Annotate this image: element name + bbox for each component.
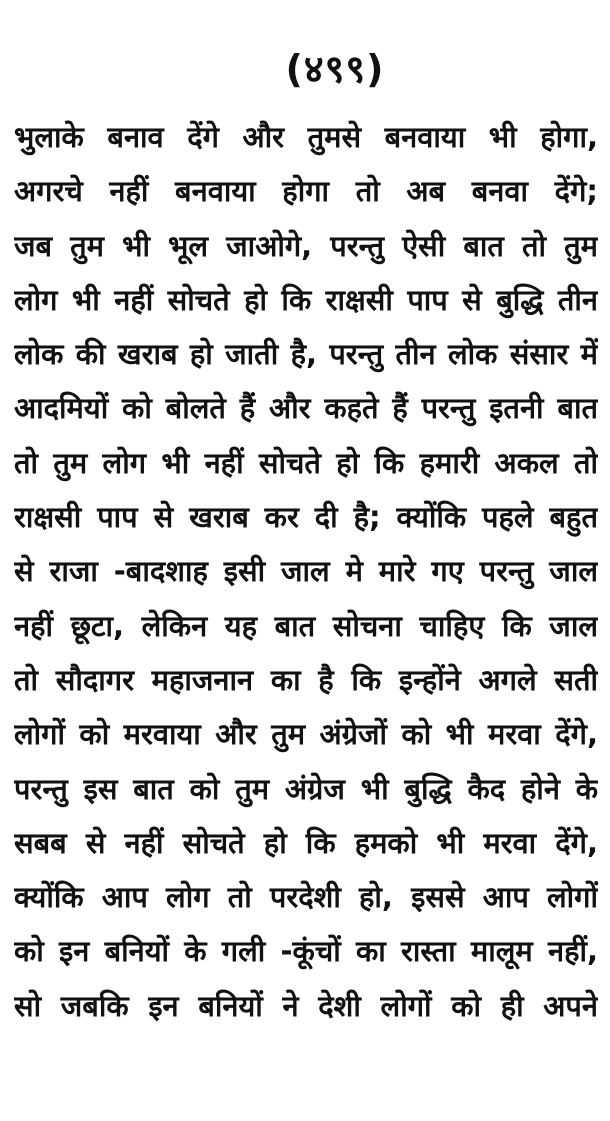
text-line: तो सौदागर महाजनान का है कि इन्होंने अगले सती [14, 662, 598, 697]
text-line: लोक की खराब हो जाती है, परन्तु तीन लोक संसार में [14, 337, 598, 372]
text-line: नहीं छूटा, लेकिन यह बात सोचना चाहिए कि जाल [14, 608, 598, 643]
page-number: (४९९) [285, 47, 385, 91]
text-line: परन्तु इस बात को तुम अंग्रेज भी बुद्धि कैद होने के [14, 771, 598, 806]
text-line: लोगों को मरवाया और तुम अंग्रेजों को भी मरवा देंगे, [14, 717, 598, 752]
text-line: सो जबकि इन बनियों ने देशी लोगों को ही अपने [14, 988, 598, 1023]
text-line: लोग भी नहीं सोचते हो कि राक्षसी पाप से बुद्धि तीन [14, 282, 598, 317]
text-line: जब तुम भी भूल जाओगे, परन्तु ऐसी बात तो तुम [14, 228, 598, 263]
text-line: आदमियों को बोलते हैं और कहते हैं परन्तु इतनी बात [14, 391, 598, 426]
body-text [14, 110, 598, 1033]
text-line: तो तुम लोग भी नहीं सोचते हो कि हमारी अकल तो [14, 445, 598, 480]
text-line: राक्षसी पाप से खराब कर दी है; क्योंकि पहले बहुत [14, 500, 598, 535]
text-line: क्योंकि आप लोग तो परदेशी हो, इससे आप लोगों [14, 880, 598, 915]
text-line: सबब से नहीं सोचते हो कि हमको भी मरवा देंगे, [14, 825, 598, 860]
text-line: अगरचे नहीं बनवाया होगा तो अब बनवा देंगे; [14, 174, 598, 209]
text-line: से राजा -बादशाह इसी जाल मे मारे गए परन्तु जाल [14, 554, 598, 589]
text-line: भुलाके बनाव देंगे और तुमसे बनवाया भी होगा, [14, 120, 598, 154]
text-line: को इन बनियों के गली -कूंचों का रास्ता मालूम नहीं, [14, 934, 598, 969]
